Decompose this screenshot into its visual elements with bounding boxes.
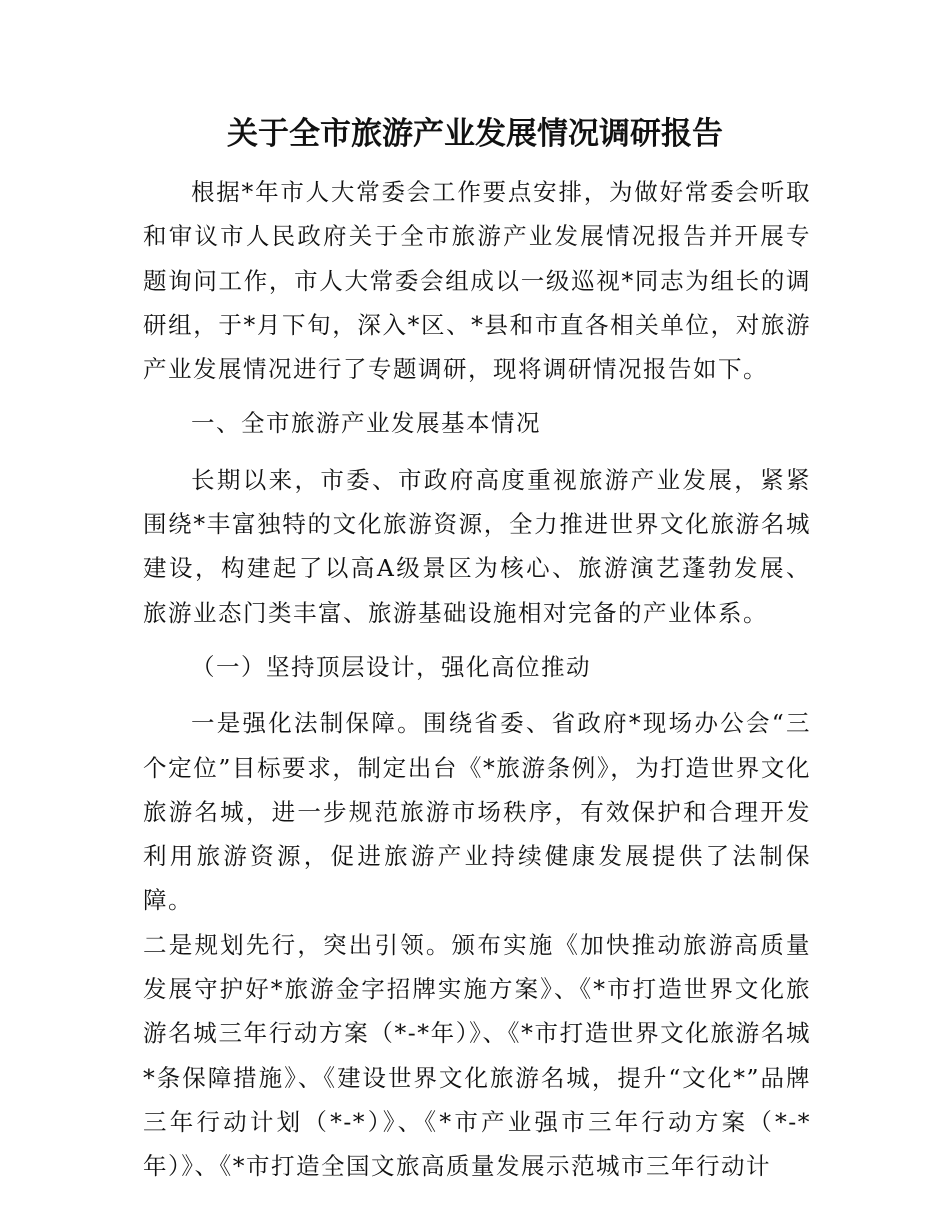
overview-paragraph: 长期以来，市委、市政府高度重视旅游产业发展，紧紧围绕*丰富独特的文化旅游资源，全力推进世界文化旅游名城建设，构建起了以高A级景区为核心、旅游演艺蓬勃发展、旅游业态门类丰富、旅游基础设施相对完备的产业体系。 xyxy=(143,465,811,627)
planning-paragraph: 二是规划先行，突出引领。颁布实施《加快推动旅游高质量发展守护好*旅游金字招牌实施方案》、《*市打造世界文化旅游名城三年行动方案（*-*年）》、《*市打造世界文化旅游名城*条保障措施》、《建设世界文化旅游名城，提升“文化*”品牌三年行动计划（*-*）》、《*市产业强市三年行动方案（*-*年）》、《*市打造全国文旅高质量发展示范城市三年行动计 xyxy=(143,930,811,1181)
legal-guarantee-paragraph: 一是强化法制保障。围绕省委、省政府*现场办公会“三个定位”目标要求，制定出台《*旅游条例》，为打造世界文化旅游名城，进一步规范旅游市场秩序，有效保护和合理开发利用旅游资源，促进旅游产业持续健康发展提供了法制保障。 xyxy=(143,709,811,915)
document-title: 关于全市旅游产业发展情况调研报告 xyxy=(227,116,723,152)
section-heading: 一、全市旅游产业发展基本情况 xyxy=(191,409,541,438)
subsection-heading: （一）坚持顶层设计，强化高位推动 xyxy=(191,652,591,681)
intro-paragraph: 根据*年市人大常委会工作要点安排，为做好常委会听取和审议市人民政府关于全市旅游产业发展情况报告并开展专题询问工作，市人大常委会组成以一级巡视*同志为组长的调研组，于*月下旬，深入*区、*县和市直各相关单位，对旅游产业发展情况进行了专题调研，现将调研情况报告如下。 xyxy=(143,178,811,384)
document-body xyxy=(143,170,811,1189)
